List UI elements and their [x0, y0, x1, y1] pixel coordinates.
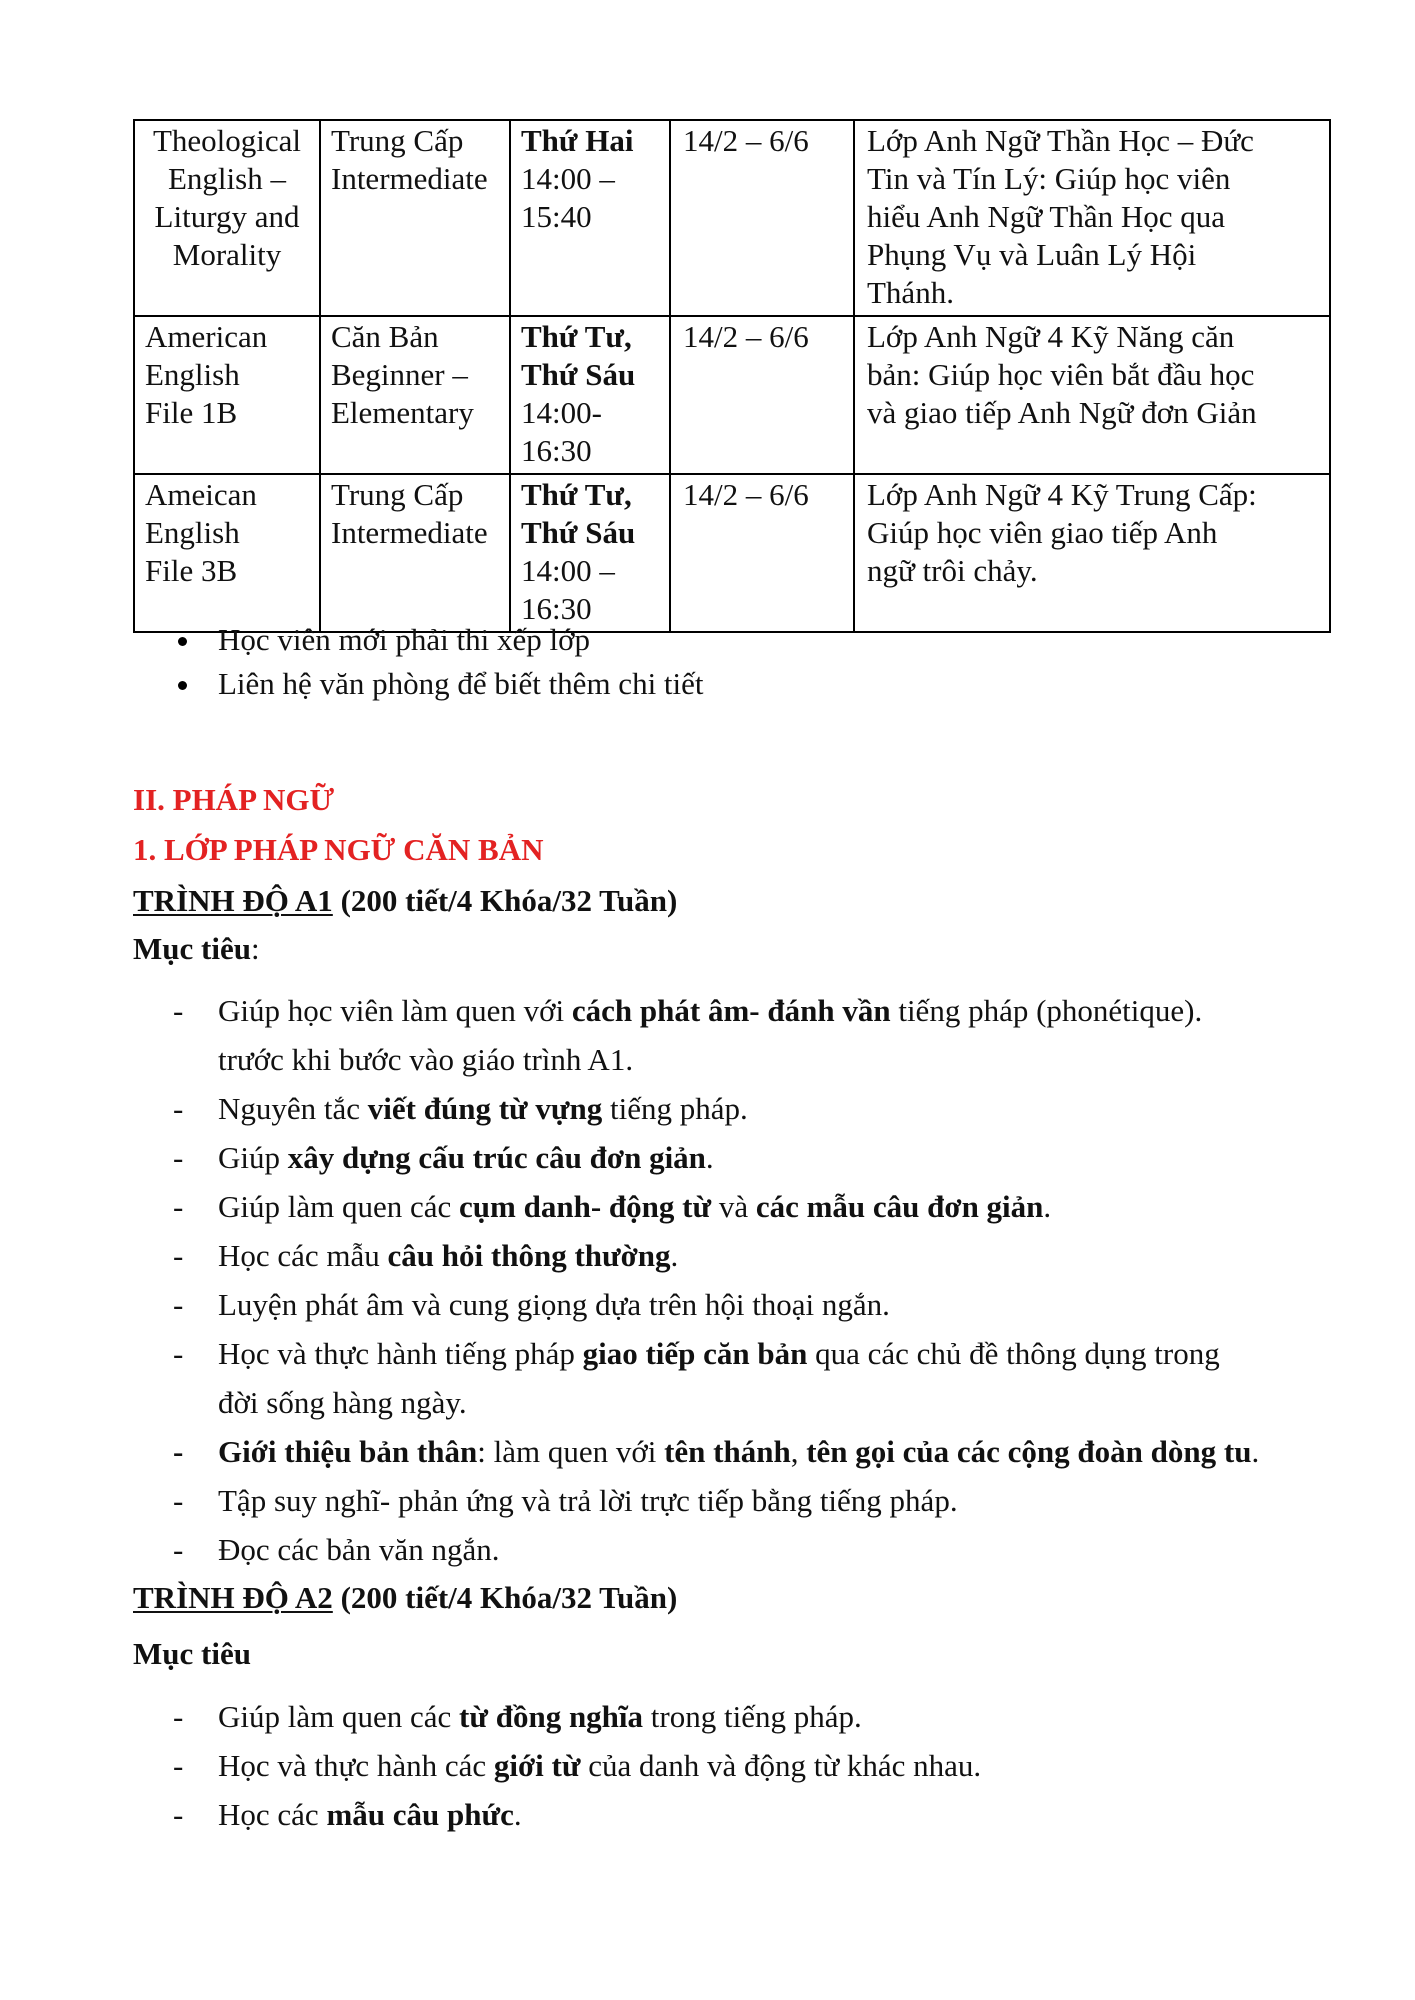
emphasis-text: câu hỏi thông thường — [387, 1238, 671, 1273]
plain-text: Học các — [218, 1797, 327, 1832]
objective-text — [218, 1699, 862, 1734]
period-cell: 14/2 – 6/6 — [670, 316, 854, 474]
a1-level-label: TRÌNH ĐỘ A1 — [133, 883, 333, 918]
objective-item — [133, 1692, 1293, 1741]
plain-text: trong tiếng pháp. — [643, 1699, 862, 1734]
objective-text — [218, 1140, 714, 1175]
time-line: 14:00 – — [521, 161, 615, 196]
level-cell — [320, 120, 510, 316]
dash-icon: - — [173, 1699, 184, 1734]
dash-icon: - — [173, 1336, 184, 1371]
dash-icon: - — [173, 1189, 184, 1224]
plain-text: Giúp làm quen các — [218, 1189, 460, 1224]
description-line: Thánh. — [867, 275, 954, 310]
level-line: Trung Cấp — [331, 477, 464, 512]
description-line: Tin và Tín Lý: Giúp học viên — [867, 161, 1231, 196]
level-line: Căn Bản — [331, 319, 439, 354]
description-cell — [854, 120, 1330, 316]
emphasis-text: xây dựng cấu trúc câu đơn giản — [287, 1140, 706, 1175]
a1-objectives-list — [133, 986, 1293, 1574]
dash-icon: - — [173, 1238, 184, 1273]
dash-icon: - — [173, 1287, 184, 1322]
plain-text: Học các mẫu — [218, 1238, 388, 1273]
description-cell — [854, 474, 1330, 632]
plain-text: , — [790, 1434, 807, 1469]
objective-item — [133, 1133, 1293, 1182]
objective-text — [218, 1483, 958, 1518]
emphasis-text: giới từ — [493, 1748, 581, 1783]
a1-objective-heading — [133, 931, 260, 967]
description-cell — [854, 316, 1330, 474]
emphasis-text: tên thánh — [664, 1434, 791, 1469]
level-cell — [320, 316, 510, 474]
schedule-cell — [510, 120, 670, 316]
plain-text: Tập suy nghĩ- phản ứng và trả lời trực tiếp bằng tiếng pháp. — [218, 1483, 958, 1518]
course-name-line: English — [145, 357, 240, 392]
dash-icon: - — [173, 1483, 184, 1518]
objective-item — [133, 1084, 1293, 1133]
time-line: 16:30 — [521, 591, 592, 626]
notes-list — [133, 618, 704, 706]
plain-text: Luyện phát âm và cung giọng dựa trên hội thoại ngắn. — [218, 1287, 890, 1322]
plain-text: Giúp làm quen các — [218, 1699, 460, 1734]
plain-text: : làm quen với — [477, 1434, 665, 1469]
plain-text: qua các chủ đề thông dụng trong — [807, 1336, 1220, 1371]
dash-icon: - — [173, 1140, 184, 1175]
course-name-line: American — [145, 319, 268, 354]
dash-icon: - — [173, 1797, 184, 1832]
objective-text — [218, 1797, 522, 1832]
description-line: Giúp học viên giao tiếp Anh — [867, 515, 1218, 550]
day-line: Thứ Sáu — [521, 515, 636, 550]
a1-objective-colon: : — [250, 931, 260, 966]
objective-text — [218, 993, 1202, 1028]
dash-icon: - — [173, 1532, 184, 1567]
objective-continuation: đời sống hàng ngày. — [218, 1385, 467, 1420]
emphasis-text: viết đúng từ vựng — [367, 1091, 603, 1126]
subsection-title: 1. LỚP PHÁP NGỮ CĂN BẢN — [133, 832, 544, 867]
a2-level-heading — [133, 1580, 677, 1616]
course-schedule-table — [133, 119, 1331, 633]
emphasis-text: tên gọi của các cộng đoàn dòng tu — [806, 1434, 1252, 1469]
note-item — [133, 662, 704, 706]
table-row — [134, 120, 1330, 316]
objective-text — [218, 1336, 1220, 1371]
plain-text: . — [1251, 1434, 1260, 1469]
objective-item — [133, 1280, 1293, 1329]
level-line: Intermediate — [331, 161, 488, 196]
table-row — [134, 316, 1330, 474]
emphasis-text: từ đồng nghĩa — [459, 1699, 644, 1734]
objective-continuation: trước khi bước vào giáo trình A1. — [218, 1042, 634, 1077]
plain-text: Giúp — [218, 1140, 288, 1175]
description-line: bản: Giúp học viên bắt đầu học — [867, 357, 1255, 392]
plain-text: tiếng pháp. — [602, 1091, 748, 1126]
plain-text: . — [1043, 1189, 1052, 1224]
time-line: 14:00 – — [521, 553, 615, 588]
table-row — [134, 474, 1330, 632]
objective-text — [218, 1091, 748, 1126]
schedule-table-body — [134, 120, 1330, 632]
plain-text: Học và thực hành tiếng pháp — [218, 1336, 583, 1371]
plain-text: Học và thực hành các — [218, 1748, 494, 1783]
objective-item — [133, 1525, 1293, 1574]
course-name-line: File 3B — [145, 553, 238, 588]
a2-objective-label: Mục tiêu — [133, 1636, 251, 1671]
emphasis-text: các mẫu câu đơn giản — [755, 1189, 1044, 1224]
objective-text — [218, 1287, 890, 1322]
course-name-line: English – — [168, 161, 286, 196]
emphasis-text: cách phát âm- đánh vần — [571, 993, 891, 1028]
note-text: Học viên mới phải thi xếp lớp — [218, 622, 590, 657]
objective-text — [218, 1748, 981, 1783]
period-cell: 14/2 – 6/6 — [670, 474, 854, 632]
note-item — [133, 618, 704, 662]
objective-item — [133, 1182, 1293, 1231]
bullet-icon — [178, 681, 187, 690]
objective-text — [218, 1434, 1259, 1469]
dash-icon: - — [173, 1748, 184, 1783]
a1-objective-label: Mục tiêu — [133, 931, 251, 966]
day-line: Thứ Sáu — [521, 357, 636, 392]
objective-text — [218, 1238, 678, 1273]
description-line: Lớp Anh Ngữ 4 Kỹ Năng căn — [867, 319, 1235, 354]
objective-item — [133, 1427, 1293, 1476]
a2-level-label: TRÌNH ĐỘ A2 — [133, 1580, 333, 1615]
level-line: Intermediate — [331, 515, 488, 550]
objective-text — [218, 1532, 499, 1567]
a2-level-detail: (200 tiết/4 Khóa/32 Tuần) — [332, 1580, 678, 1615]
objective-item — [133, 1329, 1293, 1427]
course-name-line: English — [145, 515, 240, 550]
course-name-line: Liturgy and — [154, 199, 300, 234]
plain-text: Nguyên tắc — [218, 1091, 368, 1126]
dash-icon: - — [173, 1434, 184, 1469]
time-line: 16:30 — [521, 433, 592, 468]
bullet-icon — [178, 637, 187, 646]
level-line: Elementary — [331, 395, 474, 430]
emphasis-text: Giới thiệu bản thân — [218, 1434, 478, 1469]
course-name-line: File 1B — [145, 395, 238, 430]
a1-level-detail: (200 tiết/4 Khóa/32 Tuần) — [332, 883, 678, 918]
time-line: 15:40 — [521, 199, 592, 234]
course-name-line: Ameican — [145, 477, 257, 512]
plain-text: Giúp học viên làm quen với — [218, 993, 572, 1028]
plain-text: của danh và động từ khác nhau. — [580, 1748, 982, 1783]
section-title: II. PHÁP NGỮ — [133, 782, 335, 817]
level-line: Trung Cấp — [331, 123, 464, 158]
plain-text: . — [705, 1140, 714, 1175]
time-line: 14:00- — [521, 395, 602, 430]
dash-icon: - — [173, 993, 184, 1028]
description-line: hiểu Anh Ngữ Thần Học qua — [867, 199, 1226, 234]
day-line: Thứ Hai — [521, 123, 634, 158]
level-cell — [320, 474, 510, 632]
objective-item — [133, 1231, 1293, 1280]
note-text: Liên hệ văn phòng để biết thêm chi tiết — [218, 666, 704, 701]
schedule-cell — [510, 316, 670, 474]
description-line: và giao tiếp Anh Ngữ đơn Giản — [867, 395, 1257, 430]
dash-icon: - — [173, 1091, 184, 1126]
schedule-cell — [510, 474, 670, 632]
day-line: Thứ Tư, — [521, 477, 632, 512]
plain-text: . — [670, 1238, 679, 1273]
plain-text: tiếng pháp (phonétique). — [890, 993, 1203, 1028]
plain-text: Đọc các bản văn ngắn. — [218, 1532, 500, 1567]
a1-level-heading — [133, 883, 677, 919]
objective-text — [218, 1189, 1051, 1224]
objective-item — [133, 1741, 1293, 1790]
course-name-cell — [134, 474, 320, 632]
plain-text: . — [513, 1797, 522, 1832]
a2-objective-heading — [133, 1636, 251, 1672]
emphasis-text: cụm danh- động từ — [459, 1189, 712, 1224]
objective-item — [133, 1476, 1293, 1525]
description-line: ngữ trôi chảy. — [867, 553, 1038, 588]
objective-item — [133, 1790, 1293, 1839]
objective-item — [133, 986, 1293, 1084]
period-cell: 14/2 – 6/6 — [670, 120, 854, 316]
day-line: Thứ Tư, — [521, 319, 632, 354]
description-line: Lớp Anh Ngữ 4 Kỹ Trung Cấp: — [867, 477, 1257, 512]
plain-text: và — [711, 1189, 756, 1224]
level-line: Beginner – — [331, 357, 468, 392]
course-name-cell — [134, 316, 320, 474]
course-name-line: Theological — [152, 123, 302, 158]
a2-objectives-list — [133, 1692, 1293, 1839]
emphasis-text: mẫu câu phức — [326, 1797, 514, 1832]
course-name-cell — [134, 120, 320, 316]
course-name-line: Morality — [172, 237, 282, 272]
description-line: Phụng Vụ và Luân Lý Hội — [867, 237, 1197, 272]
description-line: Lớp Anh Ngữ Thần Học – Đức — [867, 123, 1254, 158]
emphasis-text: giao tiếp căn bản — [582, 1336, 808, 1371]
